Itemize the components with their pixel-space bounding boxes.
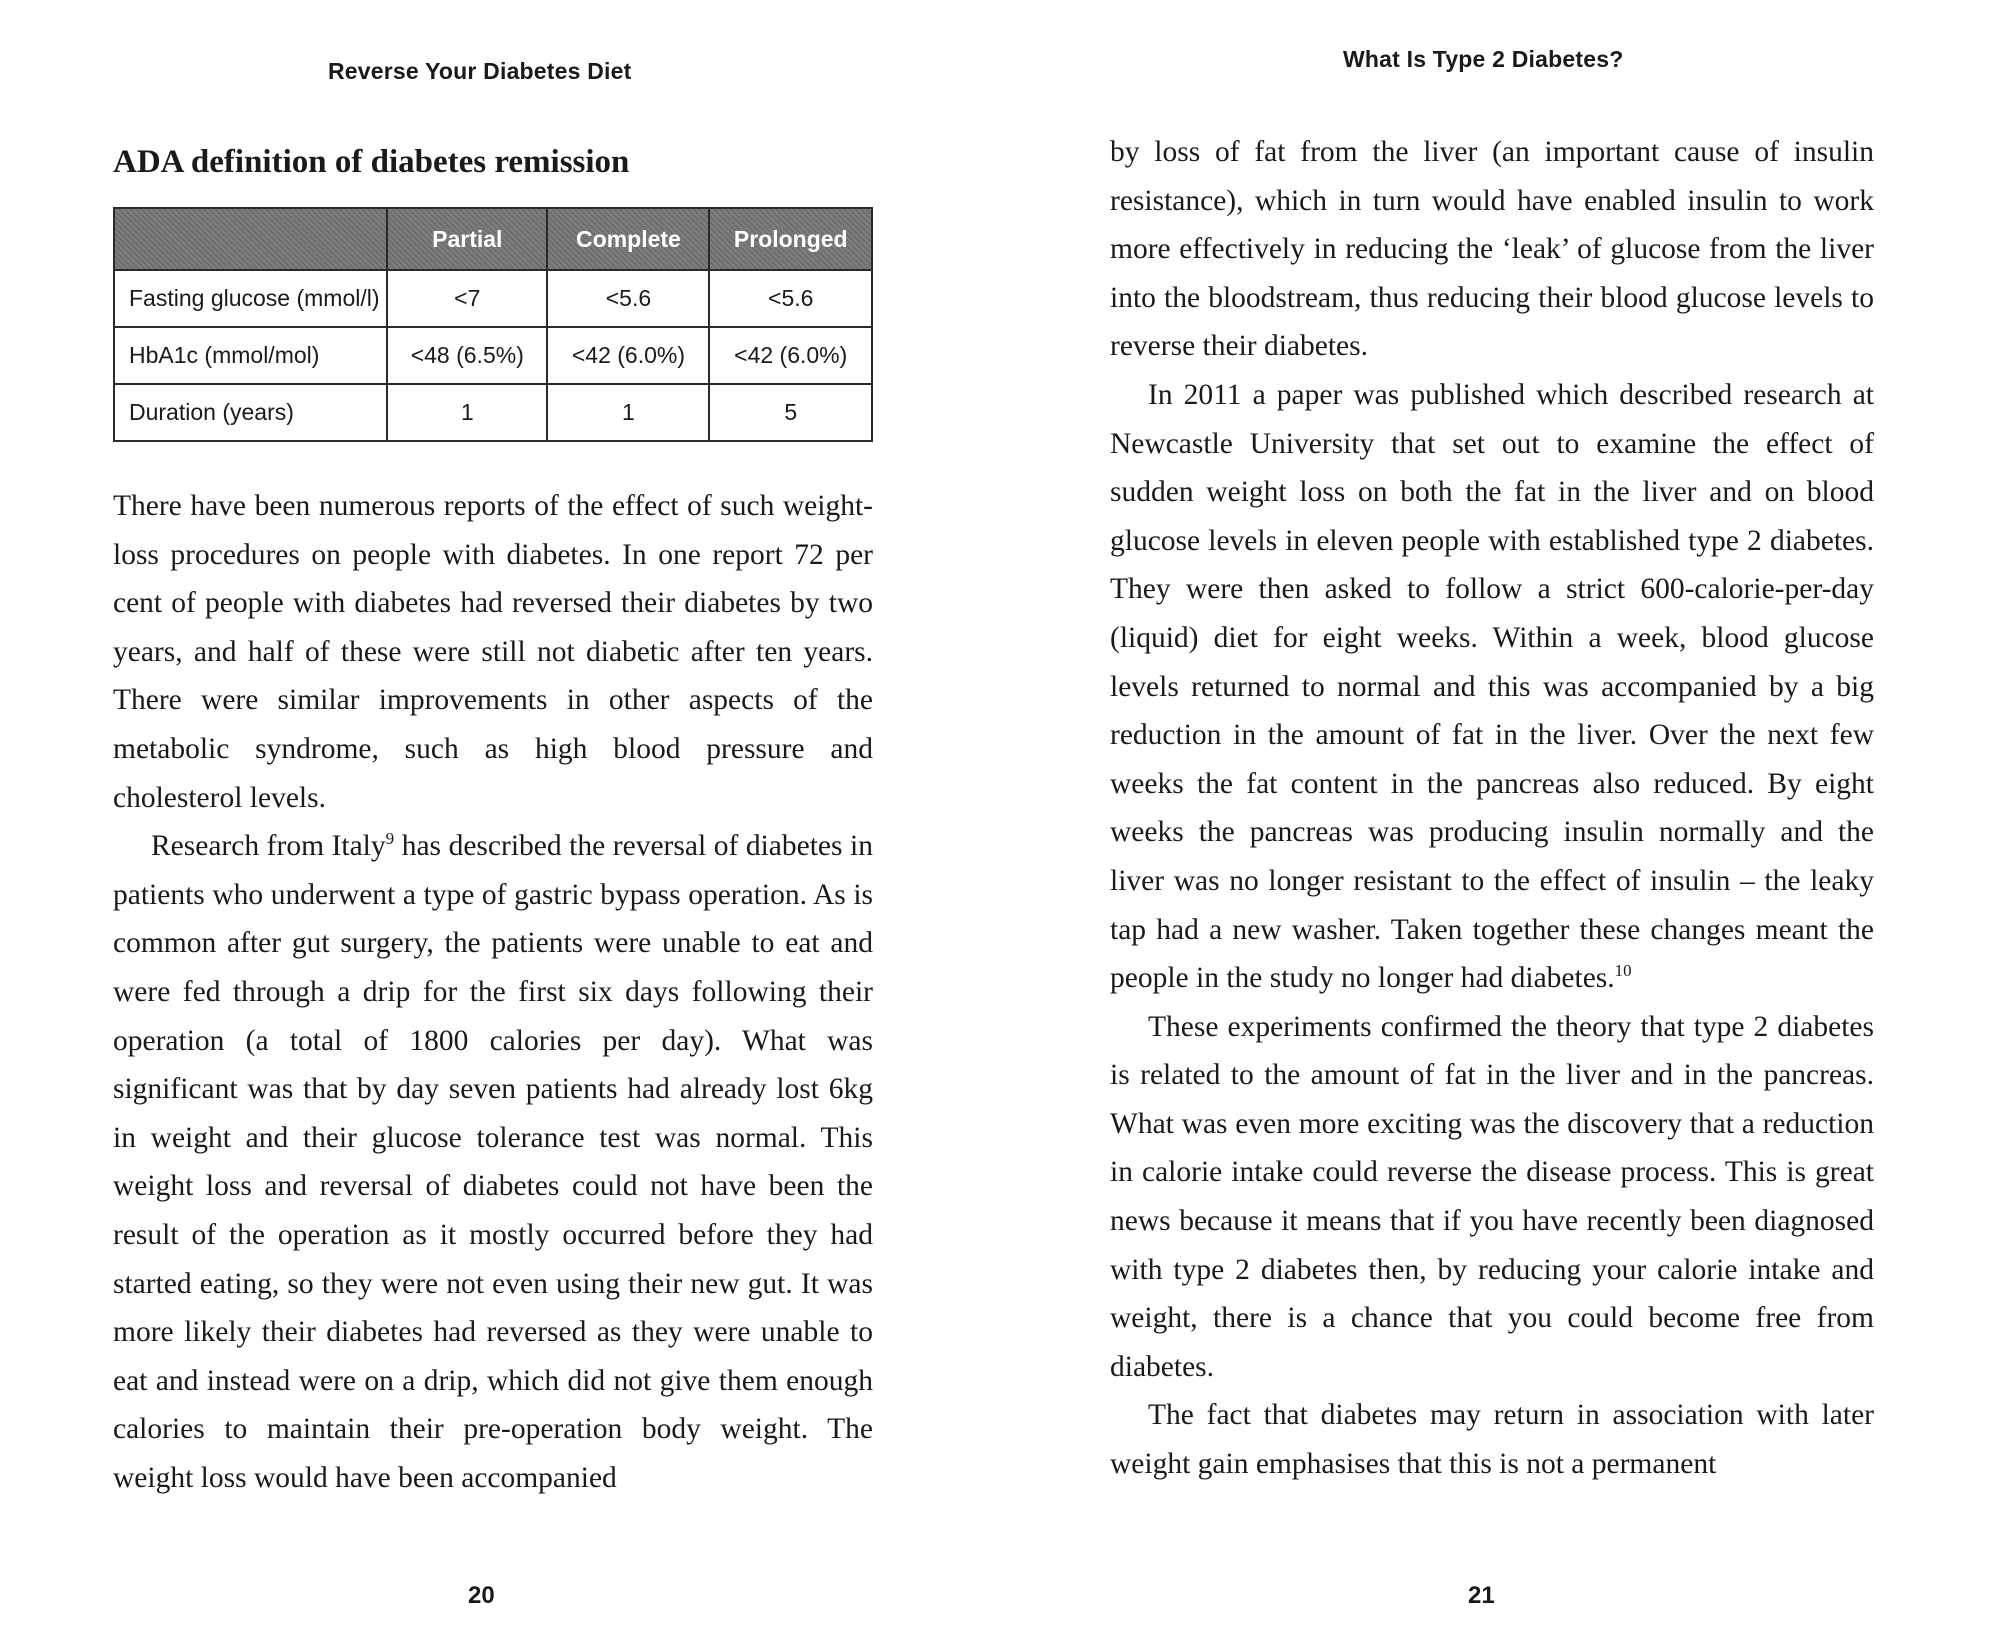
left-page-number: 20 <box>468 1582 495 1609</box>
table-header-prolonged: Prolonged <box>709 208 872 270</box>
table-cell: <48 (6.5%) <box>387 327 547 384</box>
section-title: ADA definition of diabetes remission <box>113 144 630 180</box>
left-running-head: Reverse Your Diabetes Diet <box>328 58 632 84</box>
paragraph: The fact that diabetes may return in association with later weight gain emphasises that this is not a permanent <box>1110 1399 1874 1481</box>
paragraph <box>113 822 873 1502</box>
right-page-number: 21 <box>1468 1582 1495 1609</box>
table-cell: <42 (6.0%) <box>709 327 872 384</box>
right-page <box>1000 0 2000 1629</box>
paragraph <box>1110 371 1874 1003</box>
row-label: HbA1c (mmol/mol) <box>114 327 387 384</box>
table-cell: <42 (6.0%) <box>547 327 709 384</box>
table-header-partial: Partial <box>387 208 547 270</box>
paragraph-text: has described the reversal of diabetes in patients who underwent a type of gastric bypass operation. As is common after gut surgery, the patients were unable to eat and were fed through a drip for the first six days following their operation (a total of 1800 calories per day). What was significant was that by day seven patients had already lost 6kg in weight and their glucose tolerance test was normal. This weight loss and reversal of diabetes could not have been the result of the operation as it mostly occurred before they had started eating, so they were not even using their new gut. It was more likely their diabetes had reversed as they were unable to eat and instead were on a drip, which did not give them enough calories to maintain their pre-operation body weight. The weight loss would have been accompanied <box>113 830 873 1494</box>
paragraph-text: Research from Italy <box>151 830 386 863</box>
left-body-text <box>113 482 873 1502</box>
right-body-text <box>1110 128 1874 1489</box>
table-cell: 1 <box>387 384 547 441</box>
table-cell: <5.6 <box>547 270 709 327</box>
right-running-head: What Is Type 2 Diabetes? <box>1343 46 1624 72</box>
table-row <box>114 270 872 327</box>
table-header-complete: Complete <box>547 208 709 270</box>
paragraph: by loss of fat from the liver (an important cause of insulin resistance), which in turn would have enabled insulin to work more effectively in reducing the ‘leak’ of glucose from the liver into the bloodstream, thus reducing their blood glucose levels to reverse their diabetes. <box>1110 136 1874 363</box>
table-cell: 1 <box>547 384 709 441</box>
table-header-row <box>114 208 872 270</box>
table-cell: <5.6 <box>709 270 872 327</box>
footnote-ref: 10 <box>1614 961 1632 981</box>
paragraph: There have been numerous reports of the effect of such weight-loss procedures on people with diabetes. In one report 72 per cent of people with diabetes had reversed their diabetes by two years, and half of these were still not diabetic after ten years. There were similar improvements in other aspects of the metabolic syndrome, such as high blood pressure and cholesterol levels. <box>113 490 873 814</box>
row-label: Duration (years) <box>114 384 387 441</box>
paragraph: These experiments confirmed the theory that type 2 diabetes is related to the amount of fat in the liver and in the pancreas. What was even more exciting was the discovery that a reduction in calorie intake could reverse the disease process. This is great news because it means that if you have recently been diagnosed with type 2 diabetes then, by reducing your calorie intake and weight, there is a chance that you could become free from diabetes. <box>1110 1010 1874 1383</box>
table-header-blank <box>114 208 387 270</box>
table-row <box>114 384 872 441</box>
table-cell: <7 <box>387 270 547 327</box>
paragraph-text: In 2011 a paper was published which described research at Newcastle University that set out to examine the effect of sudden weight loss on both the fat in the liver and on blood glucose levels in eleven people with established type 2 diabetes. They were then asked to follow a strict 600-calorie-per-day (liquid) diet for eight weeks. Within a week, blood glucose levels returned to normal and this was accompanied by a big reduction in the amount of fat in the liver. Over the next few weeks the fat content in the pancreas also reduced. By eight weeks the pancreas was producing insulin normally and the liver was no longer resistant to the effect of insulin – the leaky tap had a new washer. Taken together these changes meant the people in the study no longer had diabetes. <box>1110 378 1874 995</box>
table-cell: 5 <box>709 384 872 441</box>
table-row <box>114 327 872 384</box>
ada-remission-table <box>113 207 873 442</box>
row-label: Fasting glucose (mmol/l) <box>114 270 387 327</box>
footnote-ref: 9 <box>385 829 395 849</box>
